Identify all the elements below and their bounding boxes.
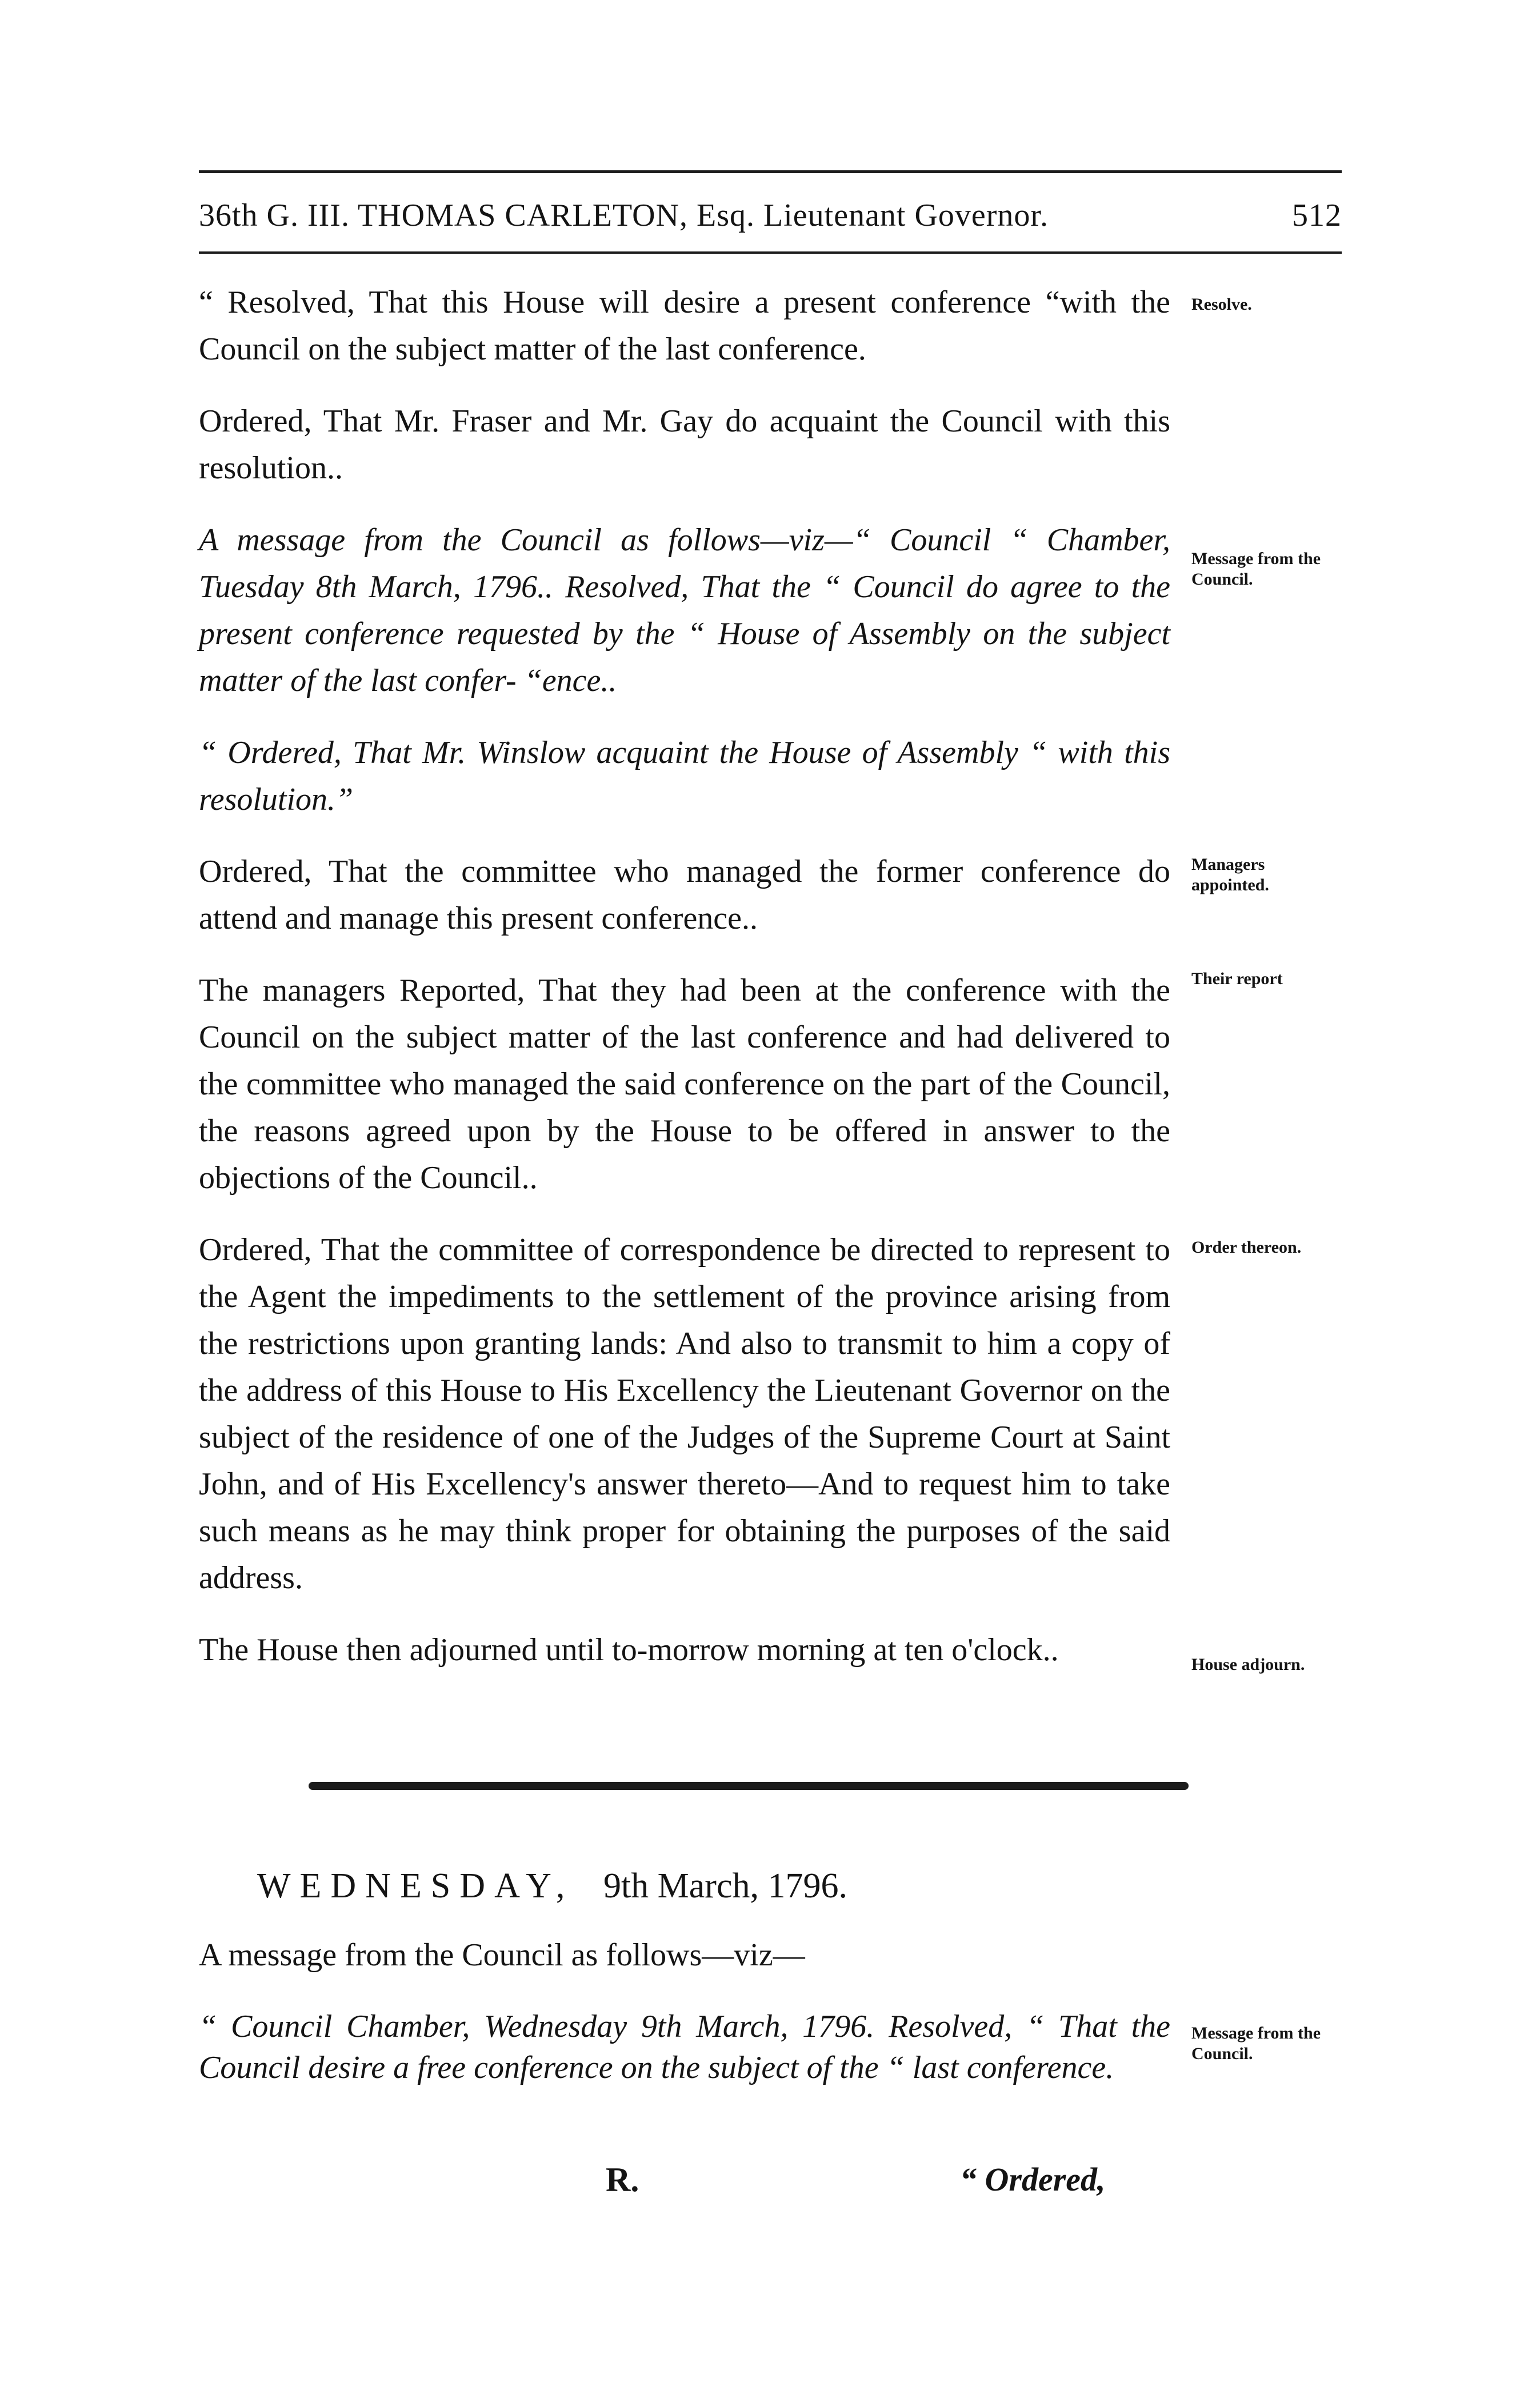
- margin-note-managers: Managers appointed.: [1191, 855, 1269, 894]
- paragraph-3: A message from the Council as follows—viz—“ Council “ Chamber, Tuesday 8th March, 1796.. Resolved, That the “ Council do agree to the present conference requested by the “ House of Assembly on the subject matter of the last confer- “ence..: [199, 522, 1170, 698]
- paragraph-4: “ Ordered, That Mr. Winslow acquaint the House of Assembly “ with this resolution.”: [199, 735, 1170, 817]
- margin-note-report: Their report: [1191, 969, 1283, 988]
- margin-note-resolve: Resolve.: [1191, 295, 1252, 314]
- running-title: 36th G. III. THOMAS CARLETON, Esq. Lieutenant Governor.: [199, 198, 1049, 233]
- paragraph-2: Ordered, That Mr. Fraser and Mr. Gay do acquaint the Council with this resolution..: [199, 403, 1170, 486]
- header-rule: [199, 251, 1342, 254]
- paragraph-5: Ordered, That the committee who managed the former conference do attend and manage this present conference..: [199, 854, 1170, 936]
- day-name: WEDNESDAY,: [257, 1867, 574, 1905]
- margin-note-order: Order thereon.: [1191, 1238, 1302, 1257]
- paragraph-8: The House then adjourned until to-morrow morning at ten o'clock..: [199, 1632, 1059, 1668]
- paragraph-6: The managers Reported, That they had been at the conference with the Council on the subject matter of the last conference and had delivered to the committee who managed the said conference on the part of the Council, the reasons agreed upon by the House to be offered in answer to the objections of the Council..: [199, 973, 1170, 1196]
- paragraph-1: “ Resolved, That this House will desire a present conference “with the Council on the subject matter of the last conference.: [199, 285, 1170, 367]
- signature-mark: R.: [606, 2161, 639, 2199]
- message-line: A message from the Council as follows—viz—: [199, 1937, 805, 1973]
- council-quote: “ Council Chamber, Wednesday 9th March, 1796. Resolved, “ That the Council desire a free conference on the subject of the “ last conference.: [199, 2009, 1170, 2085]
- margin-note-message-2: Message from the Council.: [1191, 2024, 1321, 2063]
- day-heading: [257, 1866, 847, 1907]
- body-text: [199, 279, 1170, 1698]
- section-divider: [309, 1782, 1189, 1790]
- margin-note-adjourn: House adjourn.: [1191, 1655, 1305, 1674]
- running-header: [199, 197, 1342, 243]
- paragraph-7: Ordered, That the committee of correspondence be directed to represent to the Agent the impediments to the settlement of the province arising from the restrictions upon granting lands: And also to transmit to him a copy of the address of this House to His Excellency the Lieutenant Governor on the subject of the residence of one of the Judges of the Supreme Court at Saint John, and of His Excellency's answer thereto—And to request him to take such means as he may think proper for obtaining the purposes of the said address.: [199, 1232, 1170, 1596]
- top-rule: [199, 170, 1342, 173]
- margin-note-message: Message from the Council.: [1191, 549, 1321, 589]
- page-number: 512: [1292, 198, 1342, 233]
- catchword: “ Ordered,: [960, 2161, 1106, 2198]
- day-date: 9th March, 1796.: [603, 1867, 847, 1905]
